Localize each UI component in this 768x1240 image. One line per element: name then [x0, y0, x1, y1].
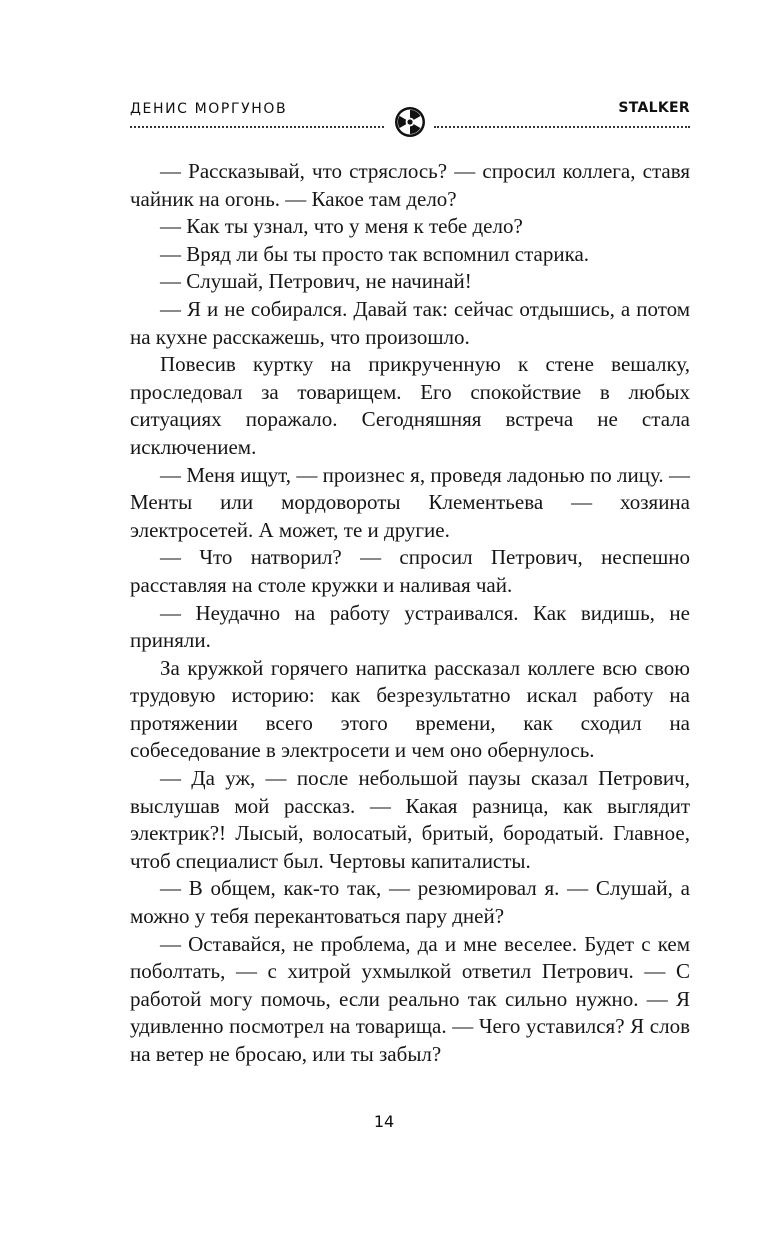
- paragraph: За кружкой горячего напитка рассказал коллеге всю свою трудовую историю: как безрезультатно искал работу на протяжении всего этого времени, как сходил на собеседование в электросети и чем оно обернулось.: [130, 655, 690, 763]
- paragraph: — Неудачно на работу устраивался. Как видишь, не приняли.: [130, 600, 690, 653]
- paragraph: — Слушай, Петрович, не начинай!: [160, 269, 472, 294]
- paragraph: — Да уж, — после небольшой паузы сказал Петрович, выслушав мой рассказ. — Какая разница, как выглядит электрик?! Лысый, волосатый, бритый, бородатый. Главное, чтоб специалист был. Чертовы капиталисты.: [130, 766, 690, 873]
- author-name: ДЕНИС МОРГУНОВ: [130, 101, 288, 117]
- paragraph: — Что натворил? — спросил Петрович, неспешно расставляя на столе кружки и наливая чай.: [130, 545, 690, 597]
- dotted-rule-left: [130, 126, 384, 128]
- paragraph: — Вряд ли бы ты просто так вспомнил старика.: [160, 241, 590, 266]
- paragraph: — В общем, как-то так, — резюмировал я. — Слушай, а можно у тебя перекантоваться пару дней?: [130, 876, 690, 929]
- paragraph: — Рассказывай, что стряслось? — спросил коллега, ставя чайник на огонь. — Какое там дело?: [130, 159, 690, 211]
- paragraph: — Я и не собирался. Давай так: сейчас отдышись, а потом на кухне расскажешь, что произошло.: [130, 296, 690, 349]
- paragraph: — Как ты узнал, что у меня к тебе дело?: [160, 214, 523, 239]
- paragraph: — Меня ищут, — произнес я, проведя ладонью по лицу. — Менты или мордовороты Клементьева — хозяина электросетей. А может, те и другие.: [130, 462, 690, 542]
- chapter-text: [130, 158, 690, 1069]
- running-header: [130, 98, 690, 138]
- dotted-rule-right: [434, 126, 690, 128]
- paragraph: — Оставайся, не проблема, да и мне веселее. Будет с кем поболтать, — с хитрой ухмылкой ответил Петрович. — С работой могу помочь, если реально так сильно нужно. — Я удивленно посмотрел на товарища. — Чего уставился? Я слов на ветер не бросаю, или ты забыл?: [130, 931, 690, 1066]
- series-title: STALKER: [618, 100, 690, 116]
- radiation-icon: [394, 106, 426, 138]
- paragraph: Повесив куртку на прикрученную к стене вешалку, проследовал за товарищем. Его спокойствие в любых ситуациях поражало. Сегодняшняя встреча не стала исключением.: [130, 352, 690, 459]
- page-number: 14: [373, 1112, 395, 1131]
